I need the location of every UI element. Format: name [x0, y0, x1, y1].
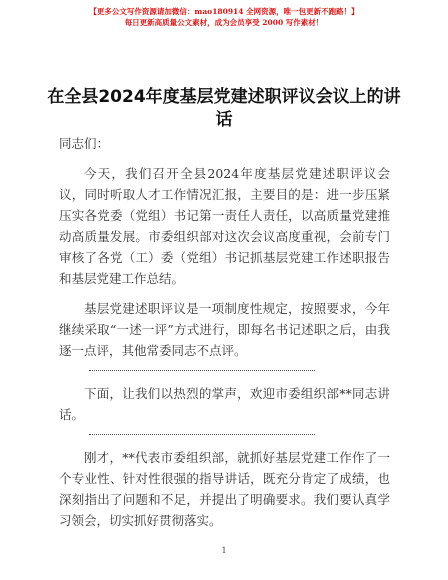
promo-banner — [0, 6, 448, 28]
paragraph-3: 下面，让我们以热烈的掌声，欢迎市委组织部**同志讲话。 — [59, 386, 390, 422]
paragraph-4: 刚才，**代表市委组织部，就抓好基层党建工作作了一个专业性、针对性很强的指导讲话，既充分肯定了成绩，也深刻指出了问题和不足，并提出了明确要求。我们要认真学习领会，切实抓好贯彻落实。 — [59, 450, 390, 528]
document-title: 在全县2024年度基层党建述职评议会议上的讲话 — [47, 87, 401, 130]
paragraph-1: 今天，我们召开全县2024年度基层党建述职评议会议，同时听取人才工作情况汇报，主要目的是：进一步压紧压实各党委（党组）书记第一责任人责任，以高质量党建推动高质量发展。市委组织部对这次会议高度重视，会前专门审核了各党（工）委（党组）书记抓基层党建工作述职报告和基层党建工作总结。 — [59, 166, 390, 286]
dotted-separator — [89, 434, 315, 435]
promo-banner-line-2: 每日更新高质量公文素材，成为会员享受 2000 写作素材！ — [124, 18, 324, 27]
document-body — [59, 133, 390, 540]
promo-banner-line-1: 【更多公文写作资源请加微信：mao180914 全网资源，唯一包更新不跑路！】 — [89, 7, 359, 16]
page-number: 1 — [221, 546, 227, 555]
greeting: 同志们： — [59, 136, 110, 151]
paragraph-2: 基层党建述职评议是一项制度性规定，按照要求，今年继续采取“一述一评”方式进行，即每名书记述职之后，由我逐一点评，其他常委同志不点评。 — [59, 301, 390, 358]
dotted-separator — [89, 370, 315, 371]
